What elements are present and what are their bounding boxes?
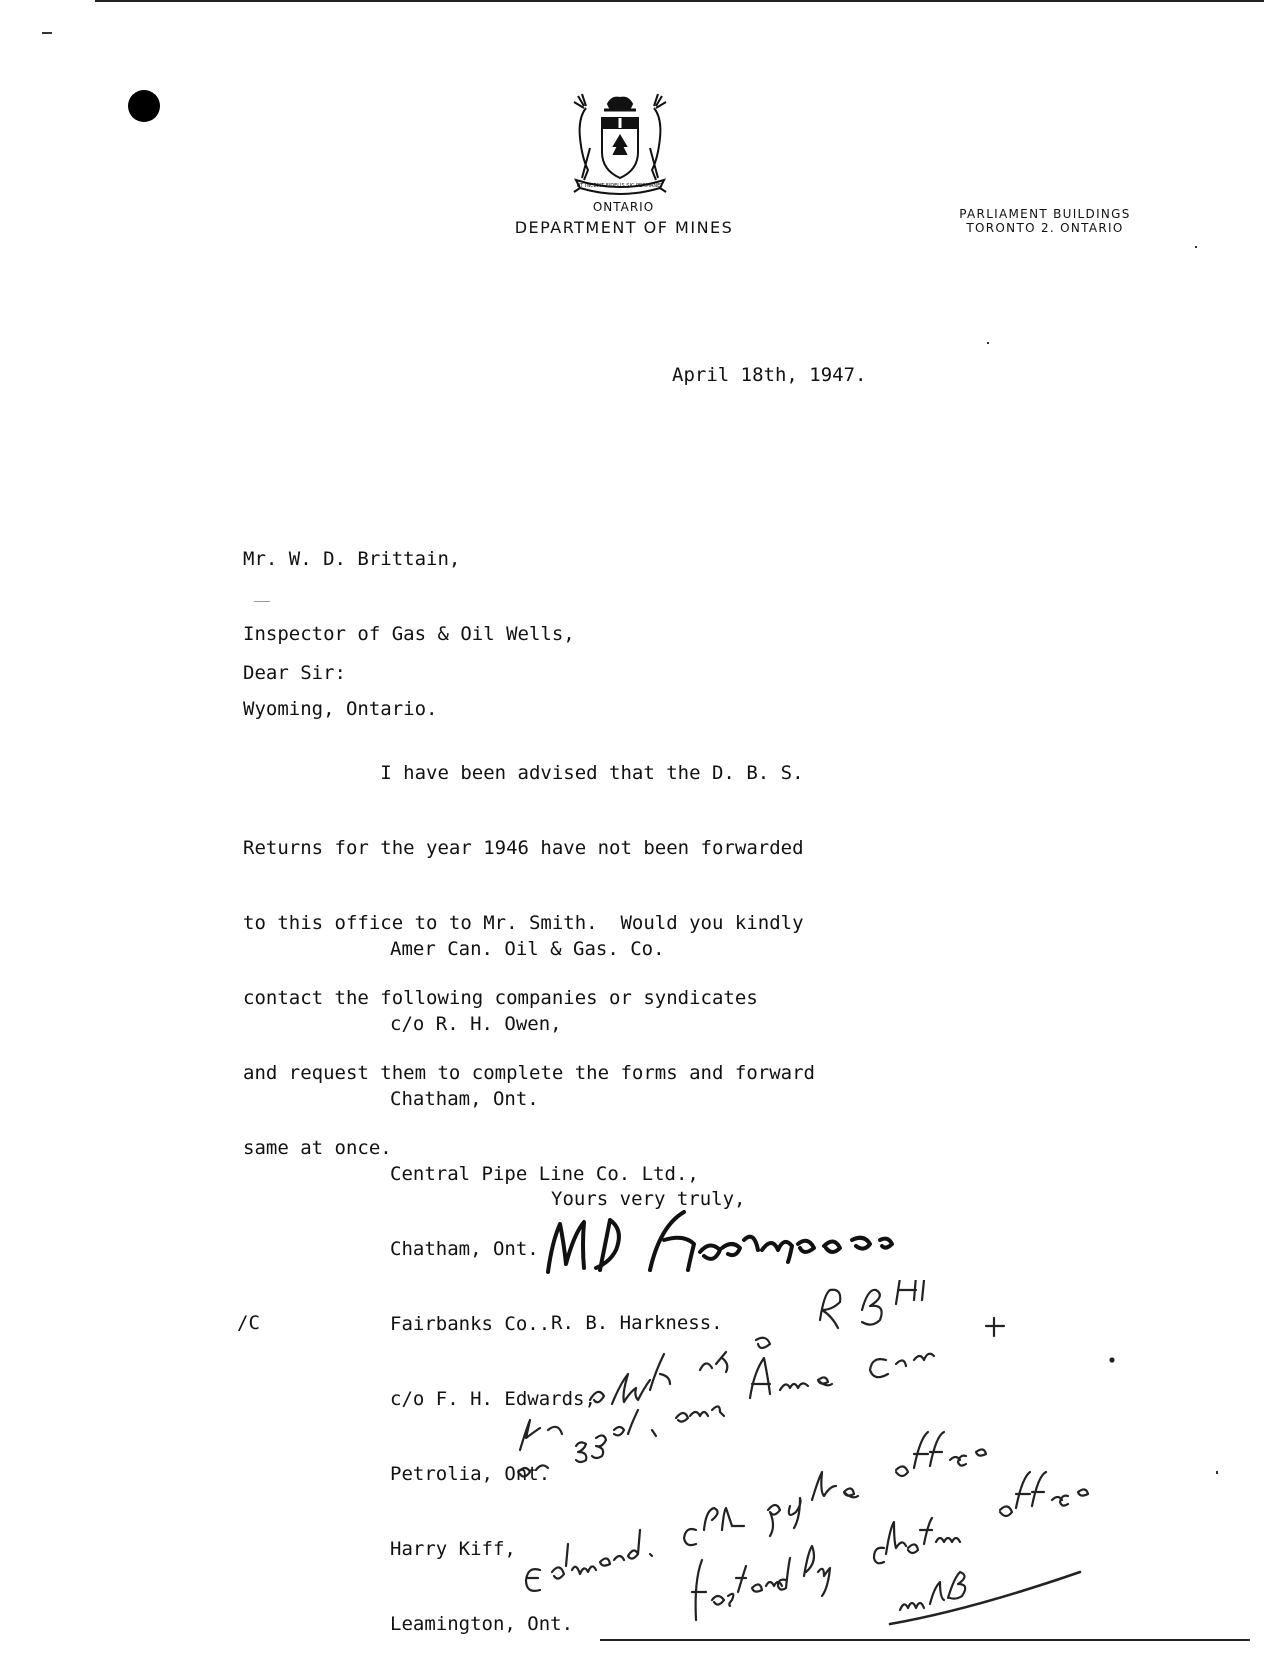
address-line-1: PARLIAMENT BUILDINGS [959,207,1131,221]
handwritten-signature [540,1200,970,1290]
company-line: c/o F. H. Edwards, [390,1388,596,1410]
company-line: Fairbanks Co.. [390,1313,551,1335]
scan-speck [42,32,52,34]
body-line: to this office to to Mr. Smith. Would you kindly [243,912,804,934]
company-line: Amer Can. Oil & Gas. Co. [390,938,665,960]
scan-speck [1195,246,1197,248]
company-line: Central Pipe Line Co. Ltd., [390,1163,699,1185]
recipient-line: Wyoming, Ontario. [243,698,438,720]
address-line-2: TORONTO 2. ONTARIO [966,221,1124,235]
signer-name: R. B. Harkness. [551,1312,723,1334]
letterhead-department: DEPARTMENT OF MINES [514,218,734,237]
letterhead-province: ONTARIO [592,200,655,214]
company-line: Chatham, Ont. [390,1088,539,1110]
body-line: contact the following companies or syndicates [243,987,758,1009]
scan-speck [1216,1471,1218,1474]
company-line: Harry Kiff, [390,1538,516,1560]
letter-date: April 18th, 1947. [672,364,867,386]
body-line: Returns for the year 1946 have not been forwarded [243,837,804,859]
scan-speck [987,342,989,344]
page-edge-top [95,0,1264,2]
punch-hole [128,90,160,122]
typist-initials: /C [237,1312,260,1334]
company-line: Chatham, Ont. [390,1238,539,1260]
salutation: Dear Sir: [243,662,346,684]
company-line: c/o R. H. Owen, [390,1013,562,1035]
closing: Yours very truly, [551,1188,746,1210]
body-line: and request them to complete the forms and forward [243,1062,815,1084]
ontario-coat-of-arms-icon [560,88,680,198]
crest-motto: UT INCEPIT FIDELIS SIC PERMANET [576,183,664,189]
handwritten-annotation [500,1280,1140,1640]
letterhead-address [930,207,1160,235]
body-line: same at once. [243,1137,392,1159]
company-line: Petrolia, Ont. [390,1463,551,1485]
recipient-block [243,497,575,747]
recipient-line: Mr. W. D. Brittain, [243,548,461,570]
body-line: I have been advised that the D. B. S. [243,762,804,784]
company-line: Leamington, Ont. [390,1613,574,1635]
recipient-line: Inspector of Gas & Oil Wells, [243,623,575,645]
